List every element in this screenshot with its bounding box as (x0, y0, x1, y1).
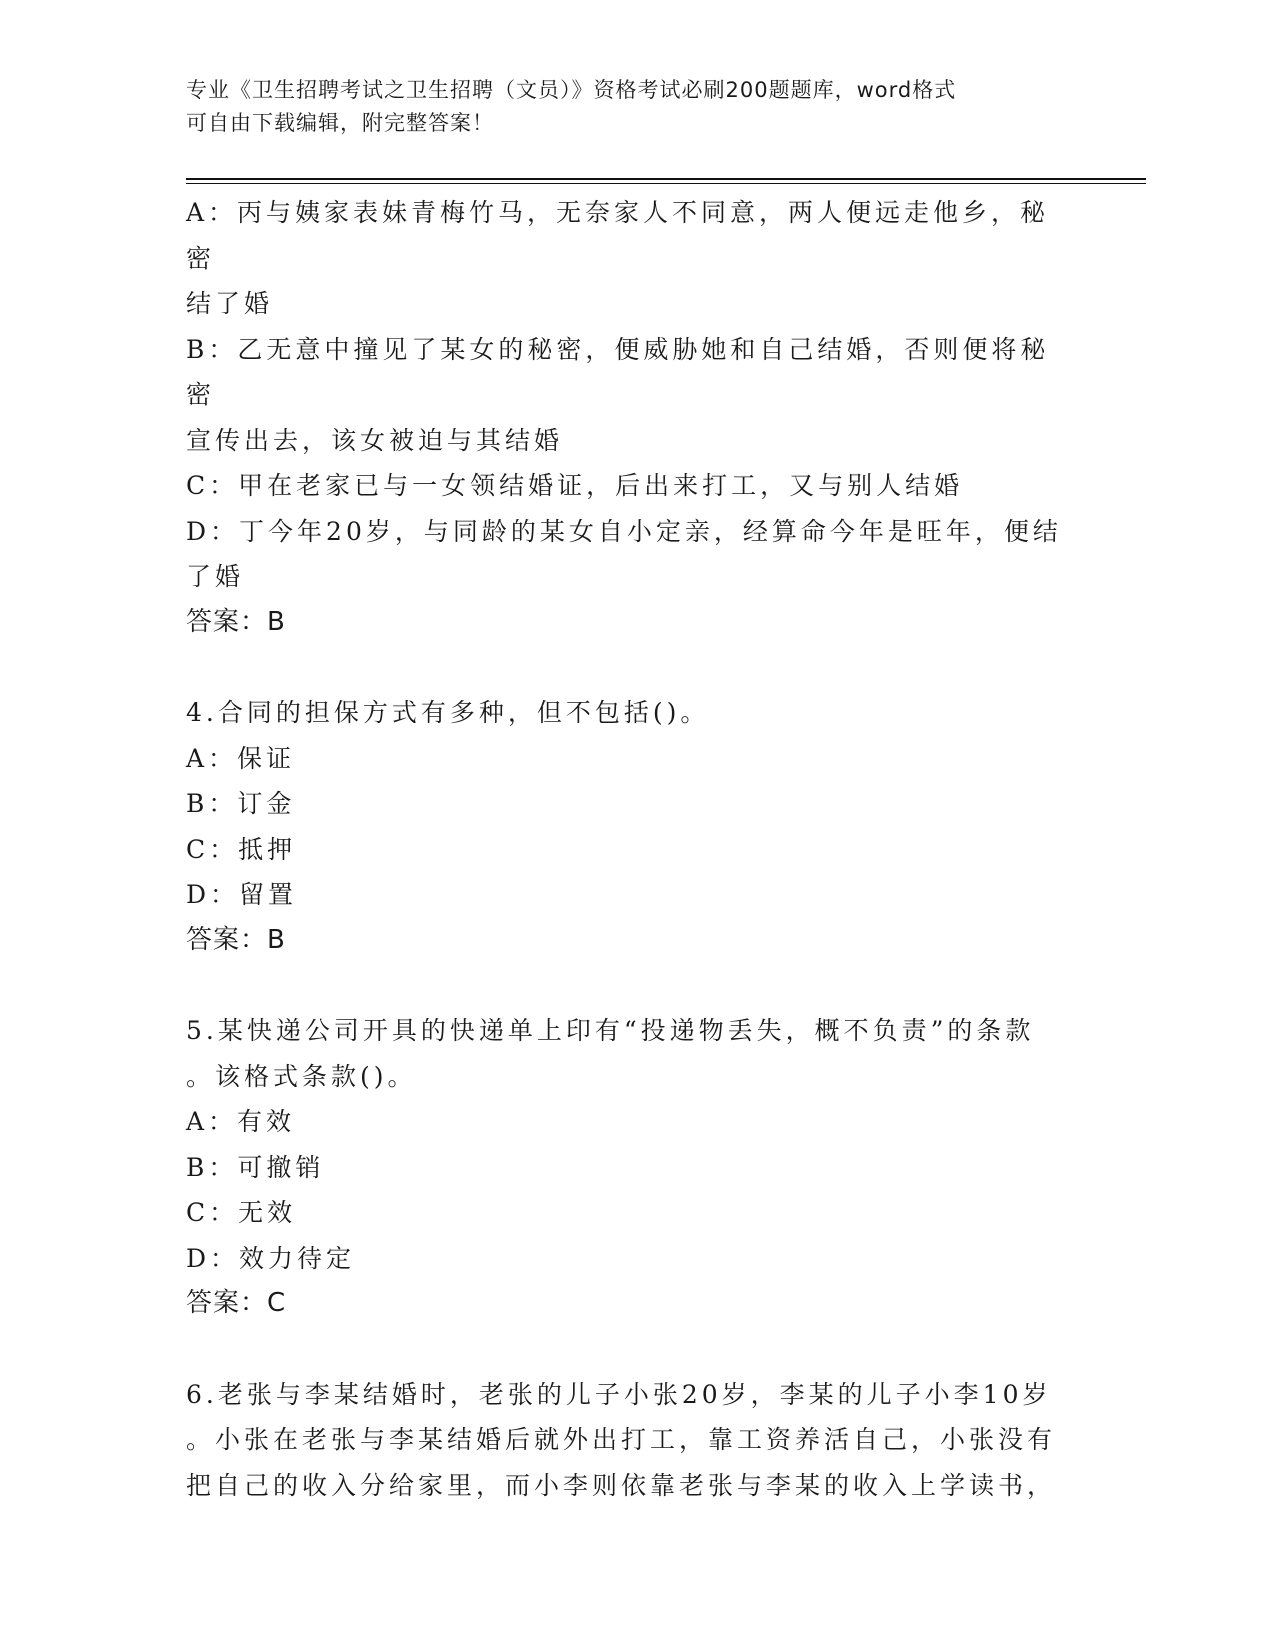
header-line-1: 专业《卫生招聘考试之卫生招聘（文员）》资格考试必刷200题题库，word格式 (186, 78, 957, 102)
question-text-line-2: 。该格式条款()。 (186, 1061, 417, 1091)
option-d: D：留置 (186, 880, 298, 909)
question-text-line-2: 。小张在老张与李某结婚后就外出打工，靠工资养活自己，小张没有 (186, 1425, 1057, 1454)
document-header (186, 74, 1086, 140)
option-c: C：抵押 (186, 834, 297, 864)
question-6 (186, 1372, 1076, 1509)
option-b-line-2: 宣传出去，该女被迫与其结婚 (186, 425, 564, 455)
question-5 (186, 1008, 1076, 1327)
answer: 答案：C (186, 1288, 287, 1318)
option-d: D：效力待定 (186, 1243, 356, 1273)
spacer (186, 645, 1076, 690)
option-b-line-1: B：乙无意中撞见了某女的秘密，便威胁她和自己结婚，否则便将秘密 (186, 334, 1050, 409)
header-rule-thin (186, 183, 1146, 184)
spacer (186, 963, 1076, 1008)
header-rule-thick (186, 178, 1146, 180)
answer: 答案：B (186, 924, 286, 955)
option-b: B：可撤销 (186, 1152, 325, 1182)
option-d-line-1: D：丁今年20岁，与同龄的某女自小定亲，经算命今年是旺年，便结 (186, 516, 1062, 546)
option-d-line-2: 了婚 (186, 562, 245, 591)
question-text-line-1: 6.老张与李某结婚时，老张的儿子小张20岁，李某的儿子小李10岁 (186, 1379, 1052, 1409)
header-line-2: 可自由下载编辑，附完整答案！ (186, 111, 494, 135)
option-c: C：无效 (186, 1198, 297, 1227)
question-text: 4.合同的担保方式有多种，但不包括()。 (186, 698, 710, 727)
question-4 (186, 690, 1076, 963)
spacer (186, 1327, 1076, 1372)
document-body (186, 190, 1076, 1508)
option-b: B：订金 (186, 789, 296, 818)
option-a: A：有效 (186, 1107, 296, 1136)
question-text-line-3: 把自己的收入分给家里，而小李则依靠老张与李某的收入上学读书， (186, 1470, 1057, 1500)
answer: 答案：B (186, 606, 286, 637)
option-a-line-1: A：丙与姨家表妹青梅竹马，无奈家人不同意，两人便远走他乡，秘密 (186, 198, 1050, 273)
option-a-line-2: 结了婚 (186, 289, 274, 318)
question-text-line-1: 5.某快递公司开具的快递单上印有“投递物丢失，概不负责”的条款 (186, 1016, 1035, 1045)
question-3 (186, 190, 1076, 645)
option-c: C：甲在老家已与一女领结婚证，后出来打工，又与别人结婚 (186, 471, 964, 500)
option-a: A：保证 (186, 743, 296, 773)
